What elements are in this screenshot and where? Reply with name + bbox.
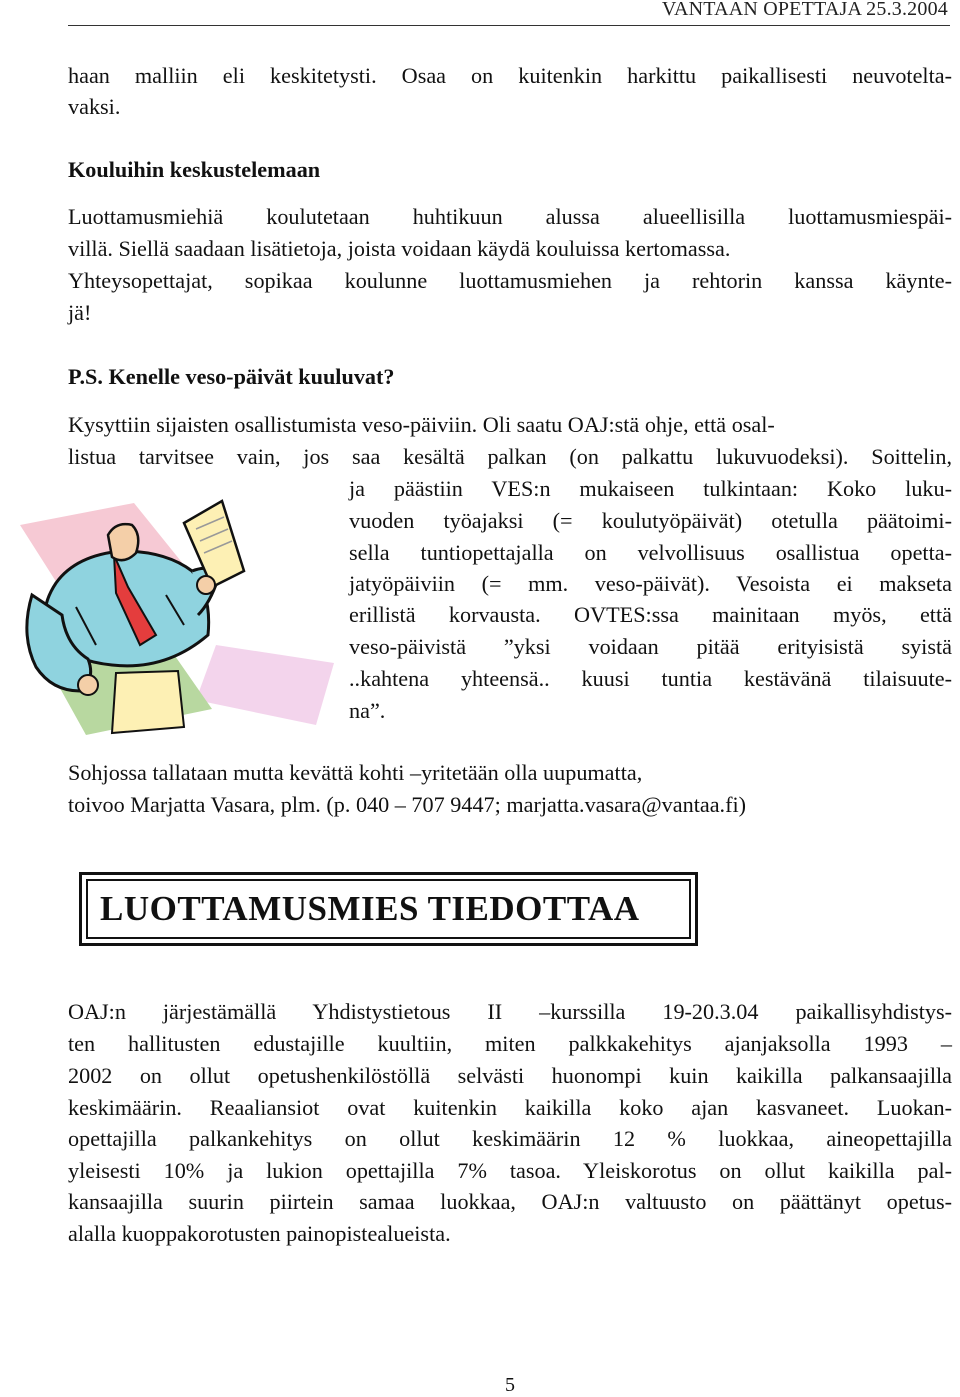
article-line: ten hallitusten edustajille kuultiin, miten palkkakehitys ajanjaksolla 1993 – <box>68 1031 952 1056</box>
paragraph-line: ..kahtena yhteensä.. kuusi tuntia kestävänä tilaisuute- <box>349 666 952 691</box>
page-number: 5 <box>505 1374 515 1396</box>
paragraph-line: erillistä korvausta. OVTES:ssa mainitaan myös, että <box>349 602 952 627</box>
banner-box <box>79 872 698 946</box>
article-line: 2002 on ollut opetushenkilöstöllä selvästi huonompi kuin kaikilla palkansaajilla <box>68 1063 952 1088</box>
paragraph-line: veso-päivistä ”yksi voidaan pitää erityisistä syistä <box>349 634 952 659</box>
man-reading-papers-clipart <box>16 495 346 745</box>
paragraph-line: Luottamusmiehiä koulutetaan huhtikuun alussa alueellisilla luottamusmiespäi- <box>68 204 952 229</box>
closing-line: Sohjossa tallataan mutta kevättä kohti –yritetään olla uupumatta, <box>68 760 643 785</box>
article-line: opettajilla palkankehitys on ollut keskimäärin 12 % luokkaa, aineopettajilla <box>68 1126 952 1151</box>
article-line: yleisesti 10% ja lukion opettajilla 7% tasoa. Yleiskorotus on ollut kaikilla pal- <box>68 1158 952 1183</box>
article-line: kansaajilla suurin piirtein samaa luokkaa, OAJ:n valtuusto on päättänyt opetus- <box>68 1189 952 1214</box>
paragraph-line: Kysyttiin sijaisten osallistumista veso-päiviin. Oli saatu OAJ:stä ohje, että osal- <box>68 412 775 437</box>
paragraph-line: vuoden työajaksi (= koulutyöpäivät) otetulla päätoimi- <box>349 508 952 533</box>
header-rule <box>68 25 950 26</box>
article-line: alalla kuoppakorotusten painopistealueista. <box>68 1221 451 1246</box>
section-heading: Kouluihin keskustelemaan <box>68 157 321 182</box>
paragraph-line: jä! <box>68 300 92 325</box>
paragraph-line: ja päästiin VES:n mukaiseen tulkintaan: Koko luku- <box>349 476 952 501</box>
paragraph-line: Yhteysopettajat, sopikaa koulunne luottamusmiehen ja rehtorin kanssa käynte- <box>68 268 952 293</box>
intro-line: vaksi. <box>68 94 121 119</box>
paragraph-line: listua tarvitsee vain, jos saa kesältä palkan (on palkattu lukuvuodeksi). Soittelin, <box>68 444 952 469</box>
closing-line: toivoo Marjatta Vasara, plm. (p. 040 – 707 9447; marjatta.vasara@vantaa.fi) <box>68 792 747 817</box>
paragraph-line: villä. Siellä saadaan lisätietoja, joista voidaan käydä kouluissa kertomassa. <box>68 236 731 261</box>
article-line: keskimäärin. Reaaliansiot ovat kuitenkin kaikilla koko ajan kasvaneet. Luokan- <box>68 1095 952 1120</box>
article-line: OAJ:n järjestämällä Yhdistystietous II –kurssilla 19-20.3.04 paikallisyhdistys- <box>68 999 952 1024</box>
paragraph-line: jatyöpäiviin (= mm. veso-päivät). Vesoista ei makseta <box>349 571 952 596</box>
banner-title: LUOTTAMUSMIES TIEDOTTAA <box>100 889 640 928</box>
running-header: VANTAAN OPETTAJA 25.3.2004 <box>661 0 948 20</box>
paragraph-line: na”. <box>349 698 386 723</box>
section-heading: P.S. Kenelle veso-päivät kuuluvat? <box>68 364 395 389</box>
intro-line: haan malliin eli keskitetysti. Osaa on kuitenkin harkittu paikallisesti neuvotelta- <box>68 63 952 88</box>
paragraph-line: sella tuntiopettajalla on velvollisuus osallistua opetta- <box>349 540 952 565</box>
